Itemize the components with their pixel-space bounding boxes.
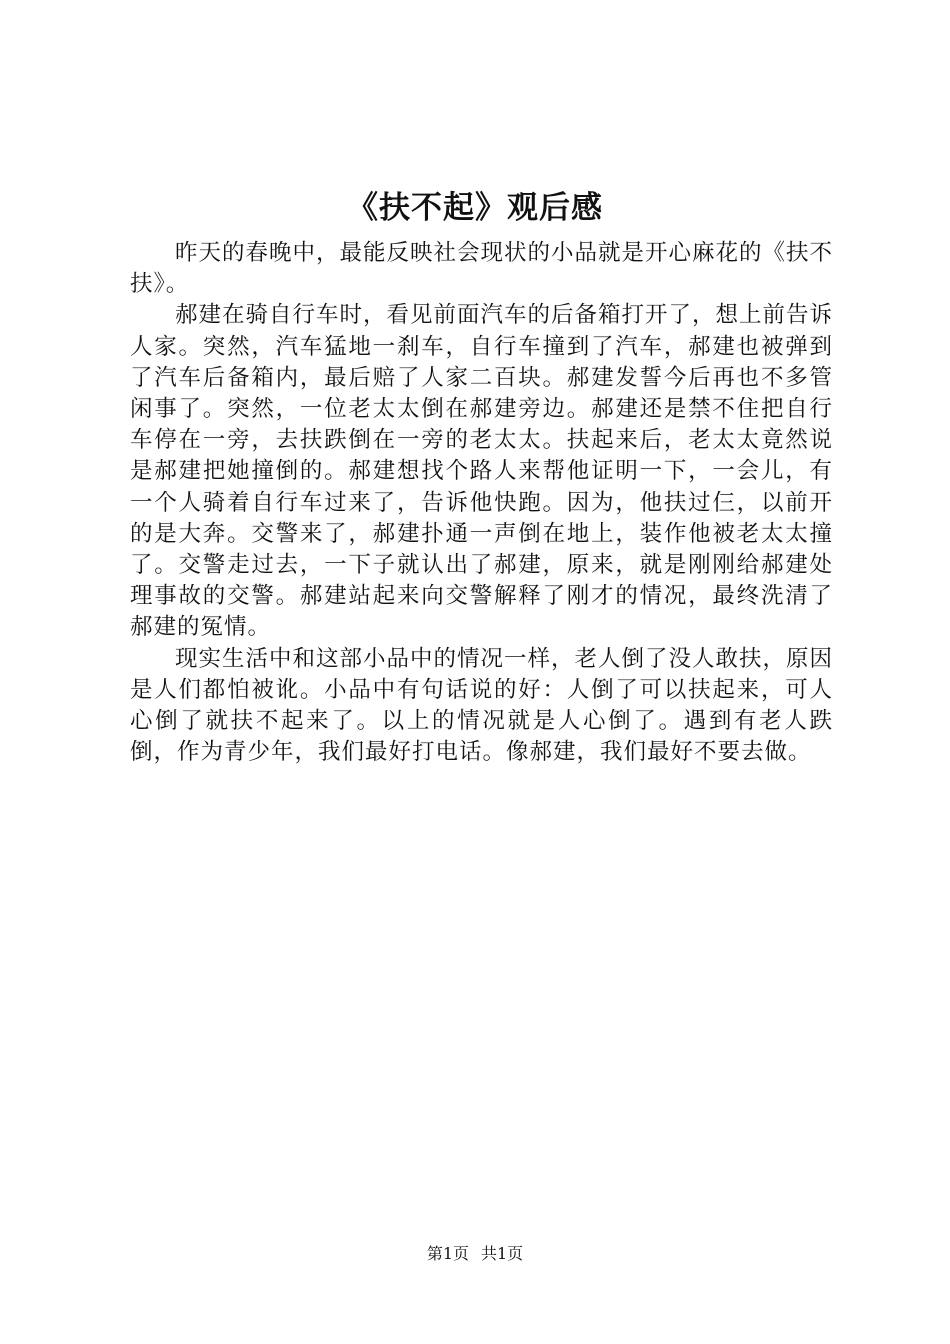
page-footer <box>0 1243 950 1265</box>
document-title: 《扶不起》观后感 <box>347 190 603 226</box>
paragraph-story: 郝建在骑自行车时，看见前面汽车的后备箱打开了，想上前告诉人家。突然，汽车猛地一刹车，自行车撞到了汽车，郝建也被弹到了汽车后备箱内，最后赔了人家二百块。郝建发誓今后再也不多管闲事了。突然，一位老太太倒在郝建旁边。郝建还是禁不住把自行车停在一旁，去扶跌倒在一旁的老太太。扶起来后，老太太竟然说是郝建把她撞倒的。郝建想找个路人来帮他证明一下，一会儿，有一个人骑着自行车过来了，告诉他快跑。因为，他扶过仨，以前开的是大奔。交警来了，郝建扑通一声倒在地上，装作他被老太太撞了。交警走过去，一下子就认出了郝建，原来，就是刚刚给郝建处理事故的交警。郝建站起来向交警解释了刚才的情况，最终洗清了郝建的冤情。 <box>130 302 834 641</box>
page-number: 第1页 <box>426 1244 469 1263</box>
page-total: 共1页 <box>481 1244 524 1263</box>
document-body <box>130 238 833 768</box>
paragraph-reflection: 现实生活中和这部小品中的情况一样，老人倒了没人敢扶，原因是人们都怕被讹。小品中有句话说的好：人倒了可以扶起来，可人心倒了就扶不起来了。以上的情况就是人心倒了。遇到有老人跌倒，作为青少年，我们最好打电话。像郝建，我们最好不要去做。 <box>130 645 834 766</box>
paragraph-intro: 昨天的春晚中，最能反映社会现状的小品就是开心麻花的《扶不扶》。 <box>130 240 834 298</box>
